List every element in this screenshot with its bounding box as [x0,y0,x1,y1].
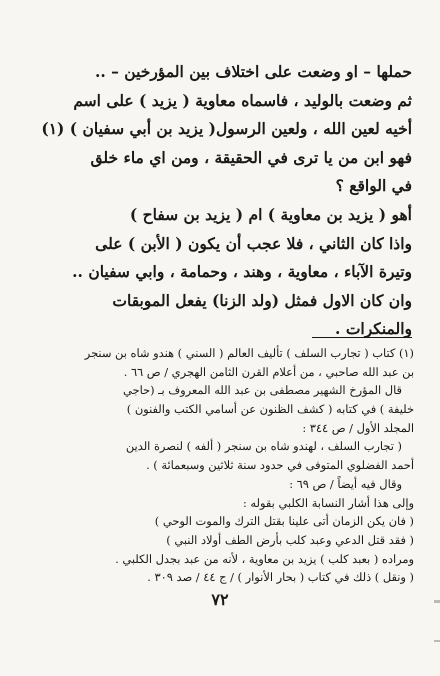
main-text-line: وتيرة الآباء ، معاوية ، وهند ، وحمامة ، وابي سفيان .. [72,262,412,282]
footnote-line: المجلد الأول / ص ٣٤٤ : [302,420,414,435]
main-text-block [41,58,412,344]
footnote-line: ( ونقل ) ذلك في كتاب ( بحار الأنوار ) / ج ٤٤ / صد ٣٠٩ . [147,570,414,585]
main-text-line: واذا كان الثاني ، فلا عجب أن يكون ( الأبن ) على [95,233,412,253]
footnote-divider [312,337,412,338]
footnote-line: بن عبد الله صاحبي ، من أعلام القرن الثامن الهجري / ص ٦٦ . [123,364,414,379]
footnote-line: وإلى هذا أشار النسابة الكلبي بقوله : [242,495,414,510]
footnote-line: (١) كتاب ( تجارب السلف ) تأليف العالم ( السني ) هندو شاه بن سنجر [84,346,414,360]
footnote-line: وقال فيه أيضاً / ص ٦٩ : [289,476,402,491]
page-number: ٧٢ [211,590,229,609]
main-text-line: فهو ابن من يا ترى في الحقيقة ، ومن اي ماء خلق [90,147,412,167]
scan-edge-mark [434,600,440,603]
footnote-line: ( تجارب السلف ، لهندو شاه بن سنجر ( ألفه ) لنصرة الدين [125,439,402,454]
main-text-line: أهو ( يزيد بن معاوية ) ام ( يزيد بن سفاح ) [129,204,412,224]
footnote-line: أحمد الفضلوي المتوفى في حدود سنة ثلاثين وسبعمائة ) . [146,458,414,473]
main-text-line: حملها – او وضعت على اختلاف بين المؤرخين – .. [94,62,412,81]
main-text-line: في الواقع ؟ [335,176,412,196]
footnote-line: ومراده ( بعبد كلب ) يزيد بن معاوية ، لأنه من عبد بجدل الكلبي . [115,551,414,566]
main-text-line: أخيه لعين الله ، ولعين الرسول( يزيد بن أبي سفيان ) (١) [41,119,412,139]
main-text-line: والمنكرات . [335,319,412,339]
scan-edge-mark [434,640,440,642]
footnote-line: قال المؤرخ الشهير مصطفى بن عبد الله المعروف بـ (حاجي [123,383,402,398]
footnote-verse-line: ( فقد قتل الدعي وعبد كلب بأرض الطف أولاد النبي ) [166,532,414,547]
main-text-line: وان كان الاول فمثل (ولد الزنا) يفعل الموبقات [112,290,412,310]
footnotes-block [48,344,414,587]
main-text-line: ثم وضعت بالوليد ، فاسماه معاوية ( يزيد ) على اسم [73,90,412,110]
footnote-verse-line: ( فان يكن الزمان أتى علينا بقتل الترك والموت الوحي ) [154,514,414,529]
footnote-line: خليفة ) في كتابه ( كشف الظنون عن أسامي الكتب والفنون ) [126,402,414,417]
